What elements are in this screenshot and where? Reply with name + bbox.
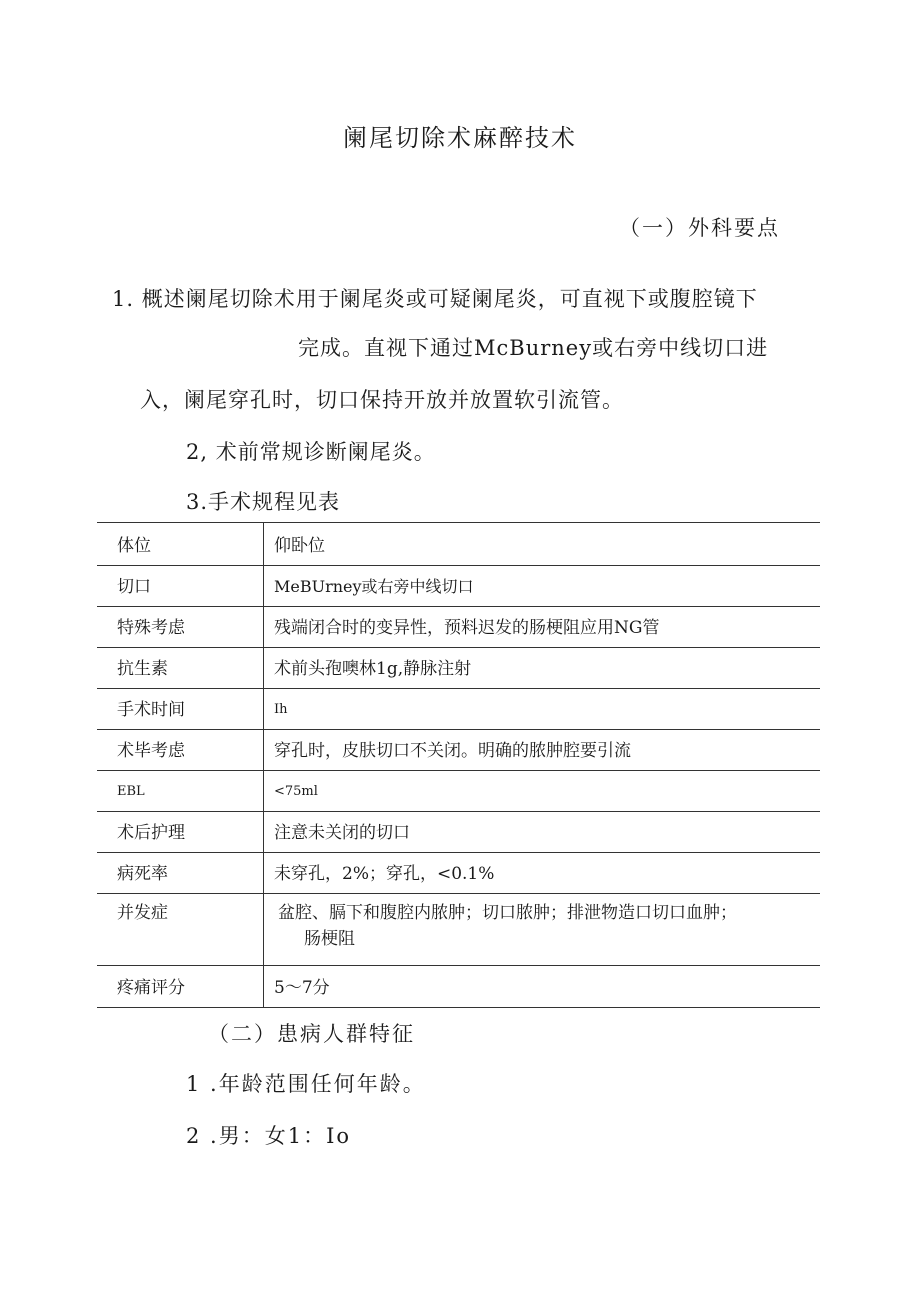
row-value: 穿孔时，皮肤切口不关闭。明确的脓肿腔要引流	[264, 730, 821, 771]
row-value	[264, 894, 821, 966]
row-label: 术毕考虑	[97, 730, 264, 771]
paragraph-preop-diagnosis: 2, 术前常规诊断阑尾炎。	[186, 440, 436, 464]
row-value: MeBUrney或右旁中线切口	[264, 566, 821, 607]
paragraph-procedure-table-ref: 3.手术规程见表	[186, 490, 341, 514]
row-value-line2: 肠梗阻	[304, 929, 355, 949]
row-value: <75ml	[264, 771, 821, 812]
section-heading-patient-population: （二）患病人群特征	[208, 1022, 415, 1046]
table-row	[97, 648, 820, 689]
table-row	[97, 566, 820, 607]
row-label: 抗生素	[97, 648, 264, 689]
row-label: 体位	[97, 523, 264, 566]
table-row	[97, 771, 820, 812]
table-row	[97, 966, 820, 1008]
paragraph-overview-line3: 入，阑尾穿孔时，切口保持开放并放置软引流管。	[140, 388, 624, 412]
row-label: 切口	[97, 566, 264, 607]
table-row	[97, 523, 820, 566]
patient-sex-ratio: 2 .男：女1：Io	[186, 1124, 352, 1148]
row-label: 手术时间	[97, 689, 264, 730]
table-row	[97, 689, 820, 730]
table-row	[97, 812, 820, 853]
procedure-table	[97, 522, 820, 1008]
table-row	[97, 853, 820, 894]
row-value: 术前头孢噢林1g,静脉注射	[264, 648, 821, 689]
row-value: 残端闭合时的变异性，预料迟发的肠梗阻应用NG管	[264, 607, 821, 648]
paragraph-overview-line1: 1. 概述阑尾切除术用于阑尾炎或可疑阑尾炎，可直视下或腹腔镜下	[112, 287, 758, 311]
table-row	[97, 894, 820, 966]
row-value: Ih	[264, 689, 821, 730]
row-label: 特殊考虑	[97, 607, 264, 648]
row-label: 疼痛评分	[97, 966, 264, 1008]
table-row	[97, 607, 820, 648]
row-value: 未穿孔，2%；穿孔，<0.1%	[264, 853, 821, 894]
paragraph-overview-line2: 完成。直视下通过McBurney或右旁中线切口进	[298, 336, 769, 360]
row-label: 术后护理	[97, 812, 264, 853]
row-value-line1: 盆腔、膈下和腹腔内脓肿；切口脓肿；排泄物造口切口血肿；	[278, 903, 737, 923]
row-label: 并发症	[97, 894, 264, 966]
row-label: 病死率	[97, 853, 264, 894]
row-value: 5～7分	[264, 966, 821, 1008]
row-value: 注意未关闭的切口	[264, 812, 821, 853]
row-label: EBL	[97, 771, 264, 812]
document-title: 阑尾切除术麻醉技术	[343, 124, 577, 152]
patient-age-range: 1 .年龄范围任何年龄。	[186, 1072, 426, 1096]
row-value: 仰卧位	[264, 523, 821, 566]
section-heading-surgical-points: （一）外科要点	[619, 216, 780, 240]
table-row	[97, 730, 820, 771]
